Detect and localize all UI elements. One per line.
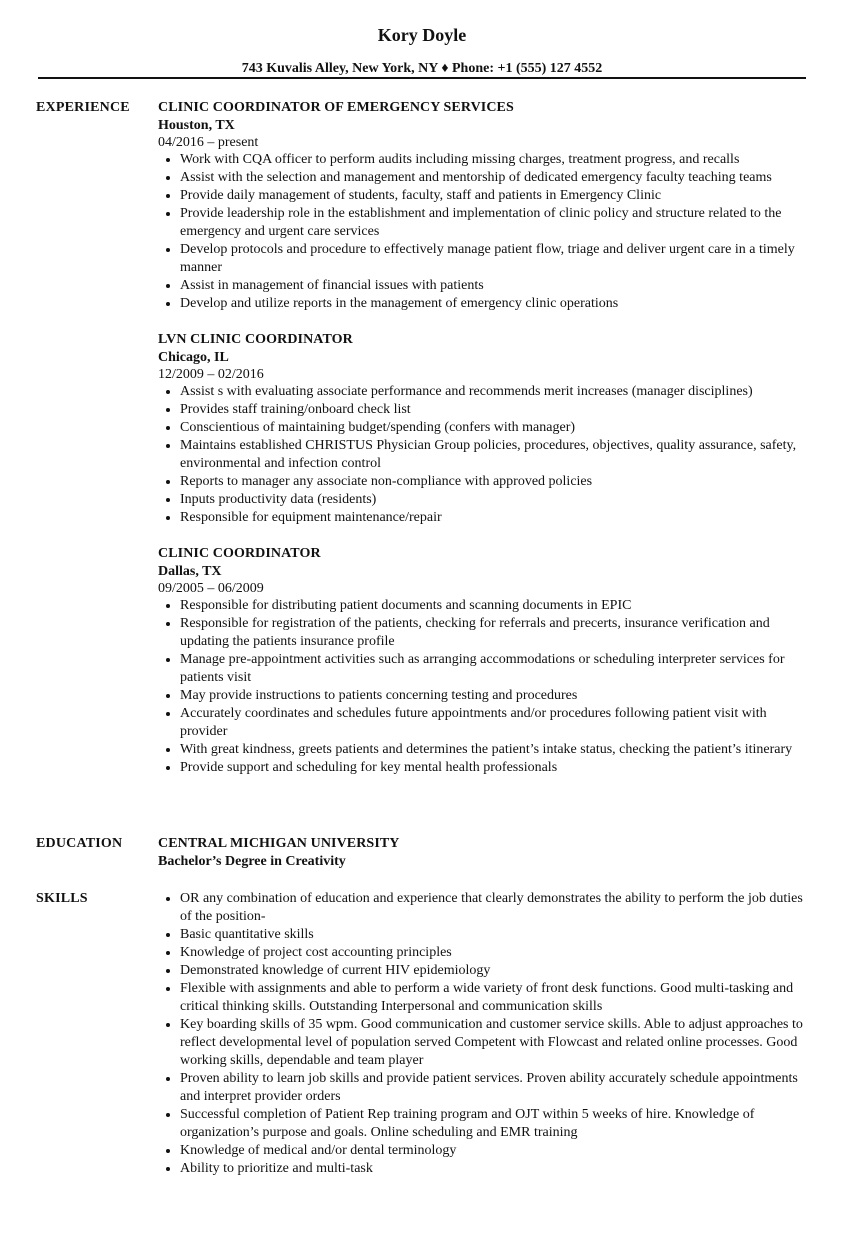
job-dates: 04/2016 – present: [158, 135, 259, 150]
candidate-name: Kory Doyle: [377, 25, 467, 45]
job-duty: • Manage pre-appointment activities such as arranging accommodations or scheduling interpreter services for patients visit: [180, 651, 806, 687]
job-duties: [158, 151, 806, 313]
job-entry: [158, 545, 806, 777]
school-name: CENTRAL MICHIGAN UNIVERSITY: [158, 836, 400, 851]
job-duty: • Reports to manager any associate non-compliance with approved policies: [180, 473, 806, 491]
resume-header: [38, 24, 806, 78]
job-duty: • Inputs productivity data (residents): [180, 491, 806, 509]
job-duty: • Develop and utilize reports in the management of emergency clinic operations: [180, 295, 806, 313]
skill-item: • Knowledge of project cost accounting principles: [180, 944, 806, 962]
experience-body: [158, 99, 806, 795]
job-duty: • Assist in management of financial issues with patients: [180, 277, 806, 295]
job-duty: • Responsible for registration of the patients, checking for referrals and precerts, insurance verification and updating the patients insurance profile: [180, 615, 806, 651]
contact-line: 743 Kuvalis Alley, New York, NY ♦ Phone: +1 (555) 127 4552: [241, 61, 603, 76]
skill-item: • Successful completion of Patient Rep training program and OJT within 5 weeks of hire. Knowledge of organization’s purpose and goals. Online scheduling and EMR training: [180, 1106, 806, 1142]
skill-item: • OR any combination of education and experience that clearly demonstrates the ability to perform the job duties of the position-: [180, 890, 806, 926]
job-duty: • Work with CQA officer to perform audits including missing charges, treatment progress, and recalls: [180, 151, 806, 169]
job-duty: • Develop protocols and procedure to effectively manage patient flow, triage and deliver urgent care in a timely manner: [180, 241, 806, 277]
job-dates: 09/2005 – 06/2009: [158, 581, 264, 596]
job-duty: • Maintains established CHRISTUS Physician Group policies, procedures, objectives, quality assurance, safety, environmental and infection control: [180, 437, 806, 473]
job-duty: • Responsible for distributing patient documents and scanning documents in EPIC: [180, 597, 806, 615]
job-duty: • Assist with the selection and management and mentorship of dedicated emergency faculty teaching teams: [180, 169, 806, 187]
job-duty: • With great kindness, greets patients and determines the patient’s intake status, checking the patient’s itinerary: [180, 741, 806, 759]
education-body: [158, 835, 806, 871]
job-title: LVN CLINIC COORDINATOR: [158, 332, 353, 347]
skill-item: • Ability to prioritize and multi-task: [180, 1160, 806, 1178]
skill-item: • Key boarding skills of 35 wpm. Good communication and customer service skills. Able to adjust approaches to reflect developmental level of population served Competent with Flowcast and related online processes. Good working skills, dependable and team player: [180, 1016, 806, 1070]
experience-heading: EXPERIENCE: [36, 100, 130, 115]
job-duty: • Provide support and scheduling for key mental health professionals: [180, 759, 806, 777]
skills-heading: SKILLS: [36, 891, 88, 906]
job-entry: [158, 331, 806, 527]
skill-item: • Demonstrated knowledge of current HIV epidemiology: [180, 962, 806, 980]
skill-item: • Knowledge of medical and/or dental terminology: [180, 1142, 806, 1160]
job-title: CLINIC COORDINATOR OF EMERGENCY SERVICES: [158, 100, 514, 115]
job-duties: [158, 597, 806, 777]
job-duty: • Conscientious of maintaining budget/spending (confers with manager): [180, 419, 806, 437]
job-dates: 12/2009 – 02/2016: [158, 367, 264, 382]
job-duty: • Provide leadership role in the establishment and implementation of clinic policy and structure related to the emergency and urgent care services: [180, 205, 806, 241]
header-divider: [38, 77, 806, 79]
job-duty: • Assist s with evaluating associate performance and recommends merit increases (manager disciplines): [180, 383, 806, 401]
job-duty: • May provide instructions to patients concerning testing and procedures: [180, 687, 806, 705]
job-title: CLINIC COORDINATOR: [158, 546, 321, 561]
job-location: Dallas, TX: [158, 564, 222, 579]
job-duty: • Accurately coordinates and schedules future appointments and/or procedures following patient visit with provider: [180, 705, 806, 741]
skill-item: • Flexible with assignments and able to perform a wide variety of front desk functions. Good multi-tasking and critical thinking skills. Outstanding Interpersonal and communication skills: [180, 980, 806, 1016]
job-duties: [158, 383, 806, 527]
skill-item: • Proven ability to learn job skills and provide patient services. Proven ability accurately schedule appointments and interpret provider orders: [180, 1070, 806, 1106]
education-heading: EDUCATION: [36, 836, 123, 851]
skills-list: [158, 890, 806, 1178]
job-location: Houston, TX: [158, 118, 235, 133]
job-entry: [158, 99, 806, 313]
job-duty: • Provide daily management of students, faculty, staff and patients in Emergency Clinic: [180, 187, 806, 205]
degree-name: Bachelor’s Degree in Creativity: [158, 854, 346, 869]
job-duty: • Responsible for equipment maintenance/repair: [180, 509, 806, 527]
job-location: Chicago, IL: [158, 350, 229, 365]
job-duty: • Provides staff training/onboard check list: [180, 401, 806, 419]
skills-body: [158, 890, 806, 1178]
skill-item: • Basic quantitative skills: [180, 926, 806, 944]
